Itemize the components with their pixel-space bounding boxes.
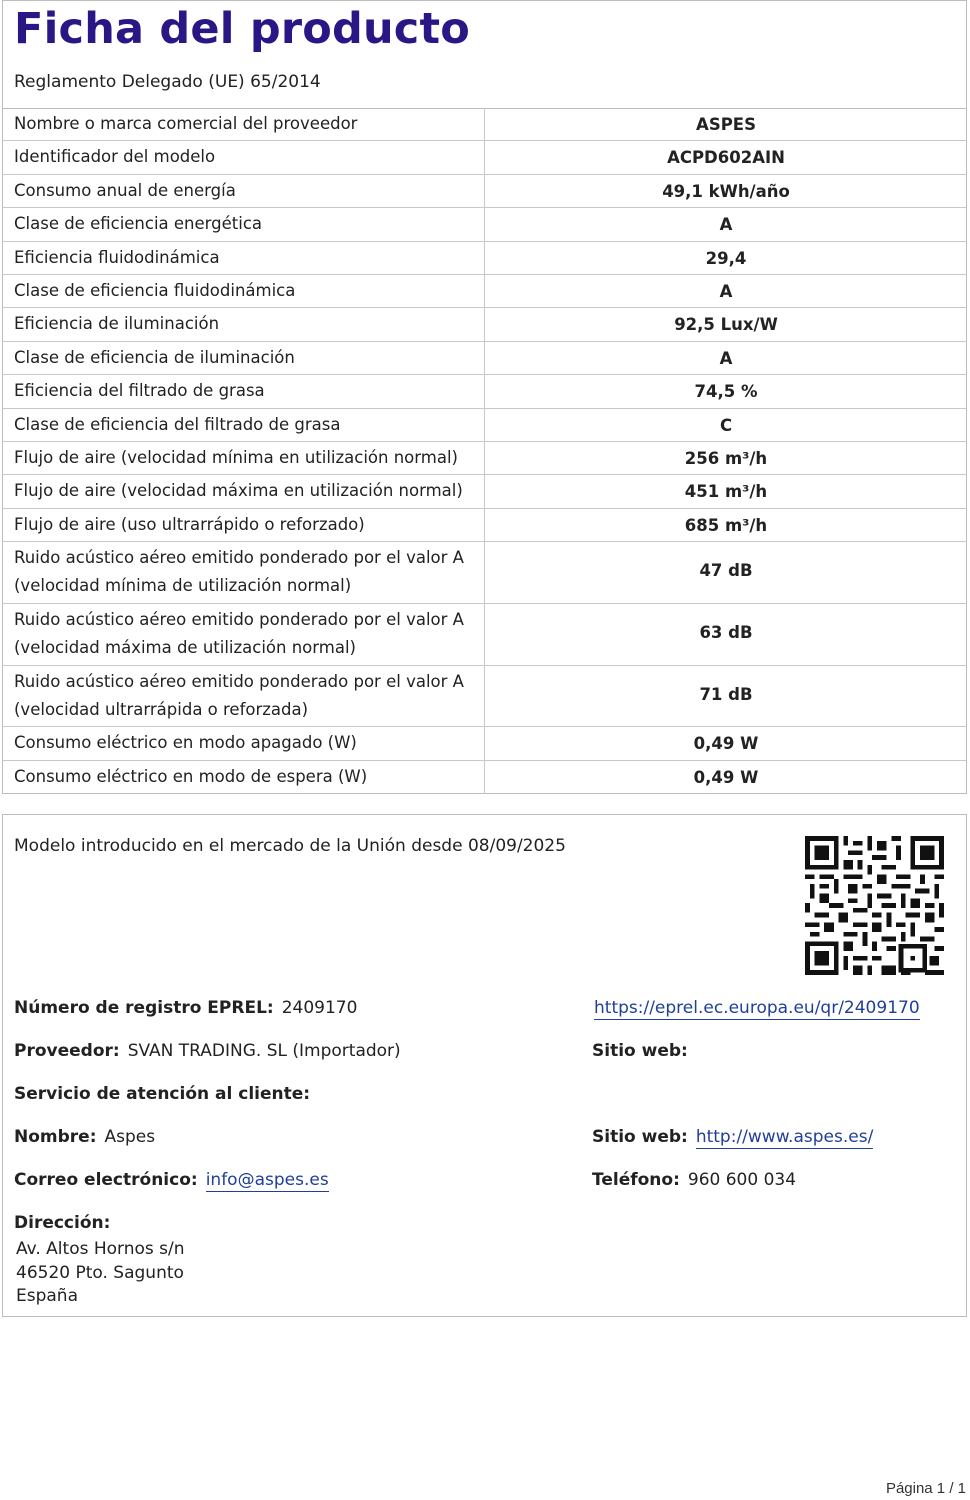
supplier-value: SVAN TRADING. SL (Importador) — [127, 1041, 401, 1061]
table-row — [2, 342, 967, 375]
table-row — [2, 442, 967, 475]
table-row — [2, 242, 967, 275]
supplier-website — [592, 1041, 688, 1061]
row-label-line: Ruido acústico aéreo emitido ponderado por el valor A — [14, 548, 464, 568]
row-label: Clase de eficiencia energética — [14, 214, 263, 234]
row-value: A — [719, 348, 733, 368]
row-value: 71 dB — [699, 684, 753, 704]
eprel-label: Número de registro EPREL: — [14, 998, 274, 1018]
row-value: 256 m³/h — [684, 448, 768, 468]
customer-service-label: Servicio de atención al cliente: — [14, 1084, 311, 1104]
phone-label: Teléfono: — [592, 1170, 680, 1190]
service-phone — [592, 1170, 796, 1190]
table-row — [2, 175, 967, 208]
eprel-link-wrapper — [594, 998, 920, 1018]
service-website-link[interactable]: http://www.aspes.es/ — [695, 1127, 874, 1147]
row-label: Clase de eficiencia de iluminación — [14, 347, 295, 367]
eprel-number: 2409170 — [281, 998, 358, 1018]
table-row — [2, 666, 967, 728]
eprel-link[interactable]: https://eprel.ec.europa.eu/qr/2409170 — [594, 998, 920, 1018]
row-label-line: Ruido acústico aéreo emitido ponderado por el valor A — [14, 609, 464, 629]
page-title: Ficha del producto — [14, 4, 470, 54]
row-label: Clase de eficiencia fluidodinámica — [14, 280, 296, 300]
address-block — [16, 1238, 185, 1309]
row-label: Eficiencia fluidodinámica — [14, 247, 220, 267]
row-value: C — [719, 415, 733, 435]
row-value: 74,5 % — [694, 382, 758, 402]
table-row — [2, 308, 967, 341]
service-website-label: Sitio web: — [592, 1127, 688, 1147]
eprel-registration — [14, 998, 357, 1018]
row-value: ACPD602AIN — [667, 148, 785, 168]
address-line: España — [16, 1286, 78, 1306]
row-value: ASPES — [696, 115, 756, 134]
row-value: 47 dB — [699, 561, 753, 581]
row-label: Flujo de aire (velocidad máxima en utilización normal) — [14, 481, 463, 501]
row-label: Flujo de aire (velocidad mínima en utilización normal) — [14, 447, 458, 467]
row-value: A — [719, 281, 733, 301]
table-row — [2, 604, 967, 666]
row-label: Eficiencia del filtrado de grasa — [14, 381, 265, 401]
row-label: Consumo anual de energía — [14, 180, 236, 200]
table-row — [2, 409, 967, 442]
table-row — [2, 141, 967, 174]
address-label: Dirección: — [14, 1213, 111, 1233]
row-value: 49,1 kWh/año — [662, 181, 790, 201]
row-value: 63 dB — [699, 622, 753, 642]
row-label: Clase de eficiencia del filtrado de grasa — [14, 414, 341, 434]
market-date-text: Modelo introducido en el mercado de la Unión desde 08/09/2025 — [14, 836, 566, 856]
row-value: 685 m³/h — [684, 515, 768, 535]
table-row — [2, 542, 967, 604]
row-value: 451 m³/h — [684, 482, 768, 502]
service-website — [592, 1127, 873, 1147]
supplier-label: Proveedor: — [14, 1041, 120, 1061]
supplier — [14, 1041, 401, 1061]
table-row — [2, 208, 967, 241]
supplier-website-label: Sitio web: — [592, 1041, 688, 1061]
row-label — [14, 544, 464, 600]
row-label: Identificador del modelo — [14, 147, 216, 167]
phone-value: 960 600 034 — [687, 1170, 797, 1190]
row-label: Flujo de aire (uso ultrarrápido o reforzado) — [14, 514, 365, 534]
row-label-line: Ruido acústico aéreo emitido ponderado por el valor A — [14, 671, 464, 691]
table-row — [2, 761, 967, 794]
service-name-label: Nombre: — [14, 1127, 97, 1147]
customer-service-heading — [14, 1084, 310, 1104]
table-row — [2, 727, 967, 760]
email-link[interactable]: info@aspes.es — [205, 1170, 329, 1190]
service-name-value: Aspes — [104, 1127, 156, 1147]
row-label-line: (velocidad mínima de utilización normal) — [14, 576, 352, 596]
row-label-line: (velocidad máxima de utilización normal) — [14, 637, 356, 657]
table-row — [2, 475, 967, 508]
row-label: Consumo eléctrico en modo de espera (W) — [14, 766, 368, 786]
regulation-reference: Reglamento Delegado (UE) 65/2014 — [14, 72, 321, 92]
row-label: Eficiencia de iluminación — [14, 314, 220, 334]
service-email — [14, 1170, 329, 1190]
row-value: A — [719, 215, 733, 235]
product-data-table — [2, 108, 967, 794]
address-heading — [14, 1213, 110, 1233]
row-label — [14, 668, 464, 724]
qr-code — [805, 836, 944, 975]
row-value: 0,49 W — [693, 767, 759, 787]
row-value: 92,5 Lux/W — [674, 315, 778, 335]
address-line: Av. Altos Hornos s/n — [16, 1239, 185, 1259]
service-name — [14, 1127, 155, 1147]
row-value: 0,49 W — [693, 734, 759, 754]
address-line: 46520 Pto. Sagunto — [16, 1262, 184, 1283]
page-number: Página 1 / 1 — [885, 1480, 966, 1497]
row-label — [14, 606, 464, 662]
row-label: Nombre o marca comercial del proveedor — [14, 114, 358, 133]
table-row — [2, 509, 967, 542]
email-label: Correo electrónico: — [14, 1170, 198, 1190]
table-row — [2, 108, 967, 141]
table-row — [2, 375, 967, 408]
row-value: 29,4 — [705, 248, 747, 268]
row-label-line: (velocidad ultrarrápida o reforzada) — [14, 699, 309, 719]
row-label: Consumo eléctrico en modo apagado (W) — [14, 733, 357, 753]
table-row — [2, 275, 967, 308]
